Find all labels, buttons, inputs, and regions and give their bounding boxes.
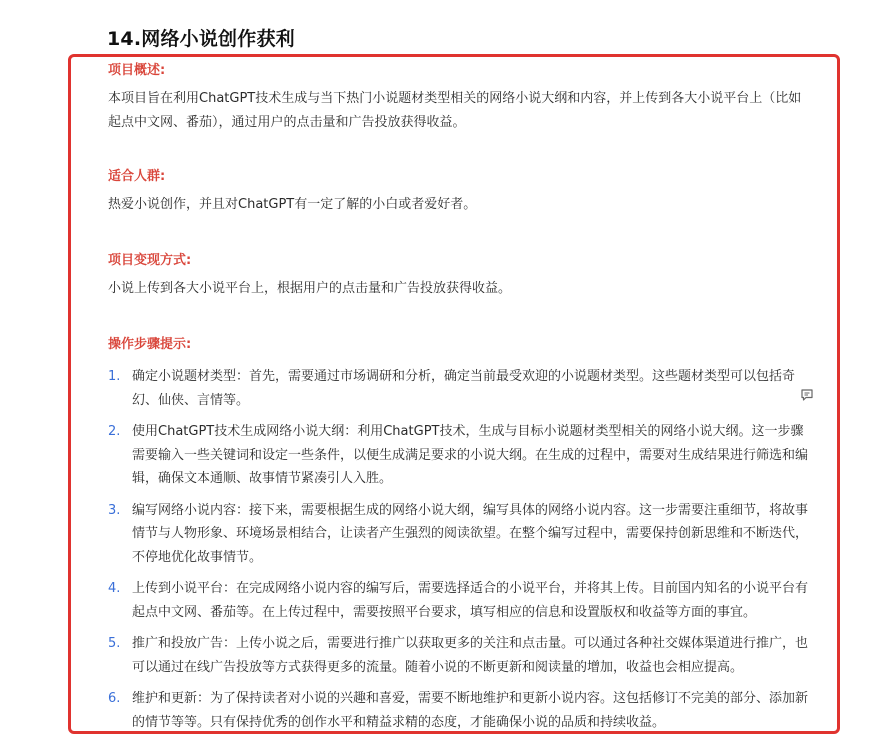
list-item [108,499,808,570]
list-item [108,687,808,734]
list-item [108,577,808,624]
section-steps [108,335,808,734]
list-item-number: 3. [108,502,121,518]
list-item-number: 2. [108,424,121,439]
list-item-number: 6. [108,691,121,706]
section-text-monetization: 小说上传到各大小说平台上，根据用户的点击量和广告投放获得收益。 [108,281,512,296]
list-item-text: 推广和投放广告：上传小说之后，需要进行推广以获取更多的关注和点击量。可以通过各种社交媒体渠道进行推广，也可以通过在线广告投放等方式获得更多的流量。随着小说的不断更新和阅读量的增加，收益也会相应提高。 [132,636,809,675]
list-item-text: 维护和更新：为了保持读者对小说的兴趣和喜爱，需要不断地维护和更新小说内容。这包括修订不完美的部分、添加新的情节等等。只有保持优秀的创作水平和精益求精的态度，才能确保小说的品质和持续收益。 [132,691,809,730]
section-heading-overview: 项目概述: [108,63,166,78]
section-heading-steps: 操作步骤提示: [108,337,192,352]
list-item-text: 确定小说题材类型：首先，需要通过市场调研和分析，确定当前最受欢迎的小说题材类型。这些题材类型可以包括奇幻、仙侠、言情等。 [132,369,796,408]
steps-list [108,365,808,734]
section-text-audience: 热爱小说创作，并且对ChatGPT有一定了解的小白或者爱好者。 [108,197,477,212]
list-item [108,420,808,491]
highlight-frame [68,54,840,734]
section-text-overview: 本项目旨在利用ChatGPT技术生成与当下热门小说题材类型相关的网络小说大纲和内容，并上传到各大小说平台上（比如起点中文网、番茄），通过用户的点击量和广告投放获得收益。 [108,91,802,130]
list-item-text: 上传到小说平台：在完成网络小说内容的编写后，需要选择适合的小说平台，并将其上传。目前国内知名的小说平台有起点中文网、番茄等。在上传过程中，需要按照平台要求，填写相应的信息和设置版权和收益等方面的事宜。 [132,581,809,620]
list-item-number: 1. [108,369,121,384]
comment-icon[interactable] [800,387,814,401]
list-item-number: 4. [108,581,121,596]
section-heading-monetization: 项目变现方式: [108,253,192,268]
list-item-text: 使用ChatGPT技术生成网络小说大纲：利用ChatGPT技术，生成与目标小说题材类型相关的网络小说大纲。这一步骤需要输入一些关键词和设定一些条件，以便生成满足要求的小说大纲。在生成的过程中，需要对生成结果进行筛选和编辑，确保文本通顺、故事情节紧凑引人入胜。 [132,424,809,486]
list-item-text: 编写网络小说内容：接下来，需要根据生成的网络小说大纲，编写具体的网络小说内容。这一步需要注重细节，将故事情节与人物形象、环境场景相结合，让读者产生强烈的阅读欲望。在整个编写过程中，需要保持创新思维和不断迭代，不停地优化故事情节。 [132,502,809,565]
section-heading-audience: 适合人群: [108,169,166,184]
section-audience [108,167,476,217]
list-item-number: 5. [108,636,121,651]
section-overview [108,61,808,135]
section-monetization [108,251,511,301]
page-title: 14.网络小说创作获利 [107,28,295,50]
list-item [108,632,808,679]
list-item [108,365,808,412]
